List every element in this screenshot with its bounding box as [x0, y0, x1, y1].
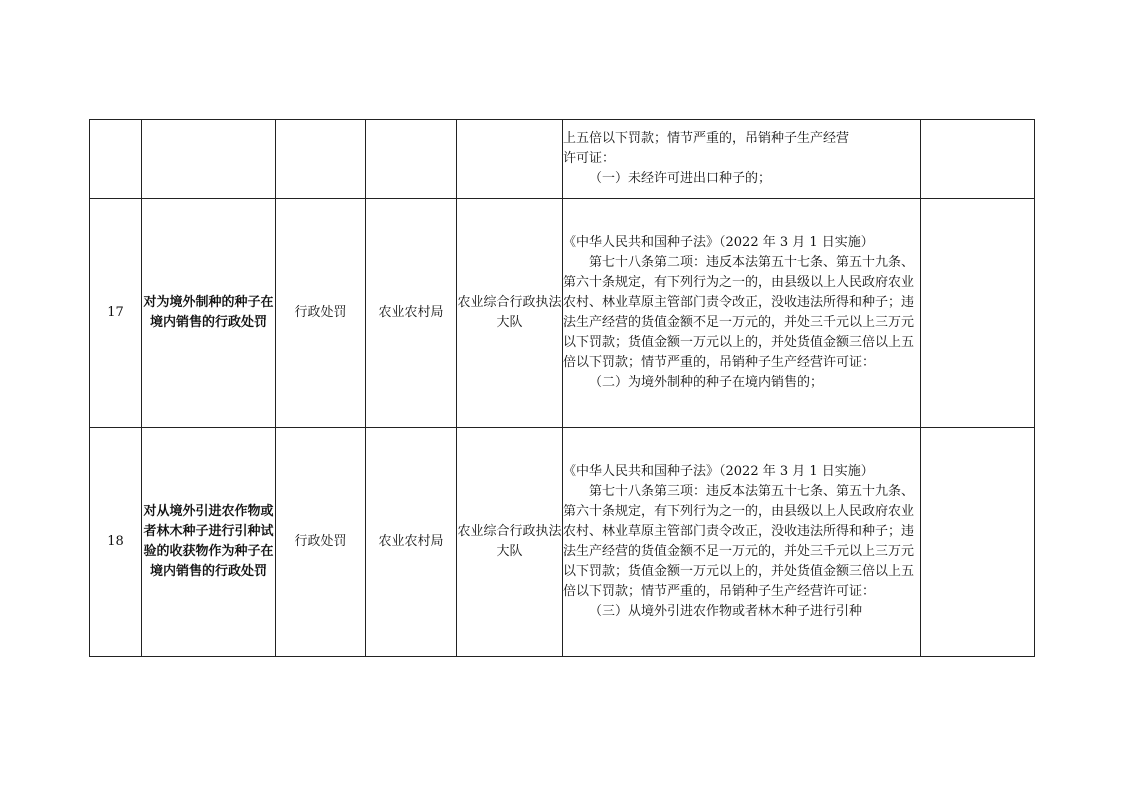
department-cell	[366, 120, 457, 199]
remark-cell	[921, 199, 1035, 428]
remark-cell	[921, 428, 1035, 657]
legal-basis-cell	[563, 428, 921, 657]
executor-cell: 农业综合行政执法大队	[457, 428, 563, 657]
table-row	[90, 199, 1035, 428]
category-cell: 行政处罚	[276, 199, 366, 428]
basis-clause: （一）未经许可进出口种子的；	[589, 171, 772, 186]
law-title: 《中华人民共和国种子法》（2022 年 3 月 1 日实施）	[563, 235, 874, 250]
basis-text: 第七十八条第三项：违反本法第五十七条、第五十九条、第六十条规定，有下列行为之一的，由县级以上人民政府农业农村、林业草原主管部门责令改正，没收违法所得和种子；违法生产经营的货值金额不足一万元的，并处三千元以上三万元以下罚款；货值金额一万元以上的，并处货值金额三倍以上五倍以下罚款；情节严重的，吊销种子生产经营许可证：	[563, 484, 915, 599]
category-cell	[276, 120, 366, 199]
remark-cell	[921, 120, 1035, 199]
item-name-cell: 对为境外制种的种子在境内销售的行政处罚	[142, 199, 276, 428]
table-row	[90, 428, 1035, 657]
basis-text: 许可证：	[563, 151, 616, 166]
legal-basis-cell	[563, 199, 921, 428]
category-cell: 行政处罚	[276, 428, 366, 657]
basis-clause: （三）从境外引进农作物或者林木种子进行引种	[589, 604, 863, 619]
executor-cell	[457, 120, 563, 199]
item-name-cell: 对从境外引进农作物或者林木种子进行引种试验的收获物作为种子在境内销售的行政处罚	[142, 428, 276, 657]
enforcement-items-table	[89, 119, 1035, 657]
executor-cell: 农业综合行政执法大队	[457, 199, 563, 428]
legal-basis-cell	[563, 120, 921, 199]
law-title: 《中华人民共和国种子法》（2022 年 3 月 1 日实施）	[563, 464, 874, 479]
table-row	[90, 120, 1035, 199]
department-cell: 农业农村局	[366, 199, 457, 428]
department-cell: 农业农村局	[366, 428, 457, 657]
basis-clause: （二）为境外制种的种子在境内销售的；	[589, 375, 824, 390]
item-name-cell	[142, 120, 276, 199]
basis-text: 上五倍以下罚款；情节严重的，吊销种子生产经营	[563, 131, 850, 146]
item-number-cell: 17	[90, 199, 142, 428]
basis-text: 第七十八条第二项：违反本法第五十七条、第五十九条、第六十条规定，有下列行为之一的，由县级以上人民政府农业农村、林业草原主管部门责令改正，没收违法所得和种子；违法生产经营的货值金额不足一万元的，并处三千元以上三万元以下罚款；货值金额一万元以上的，并处货值金额三倍以上五倍以下罚款；情节严重的，吊销种子生产经营许可证：	[563, 255, 915, 370]
item-number-cell: 18	[90, 428, 142, 657]
item-number-cell	[90, 120, 142, 199]
